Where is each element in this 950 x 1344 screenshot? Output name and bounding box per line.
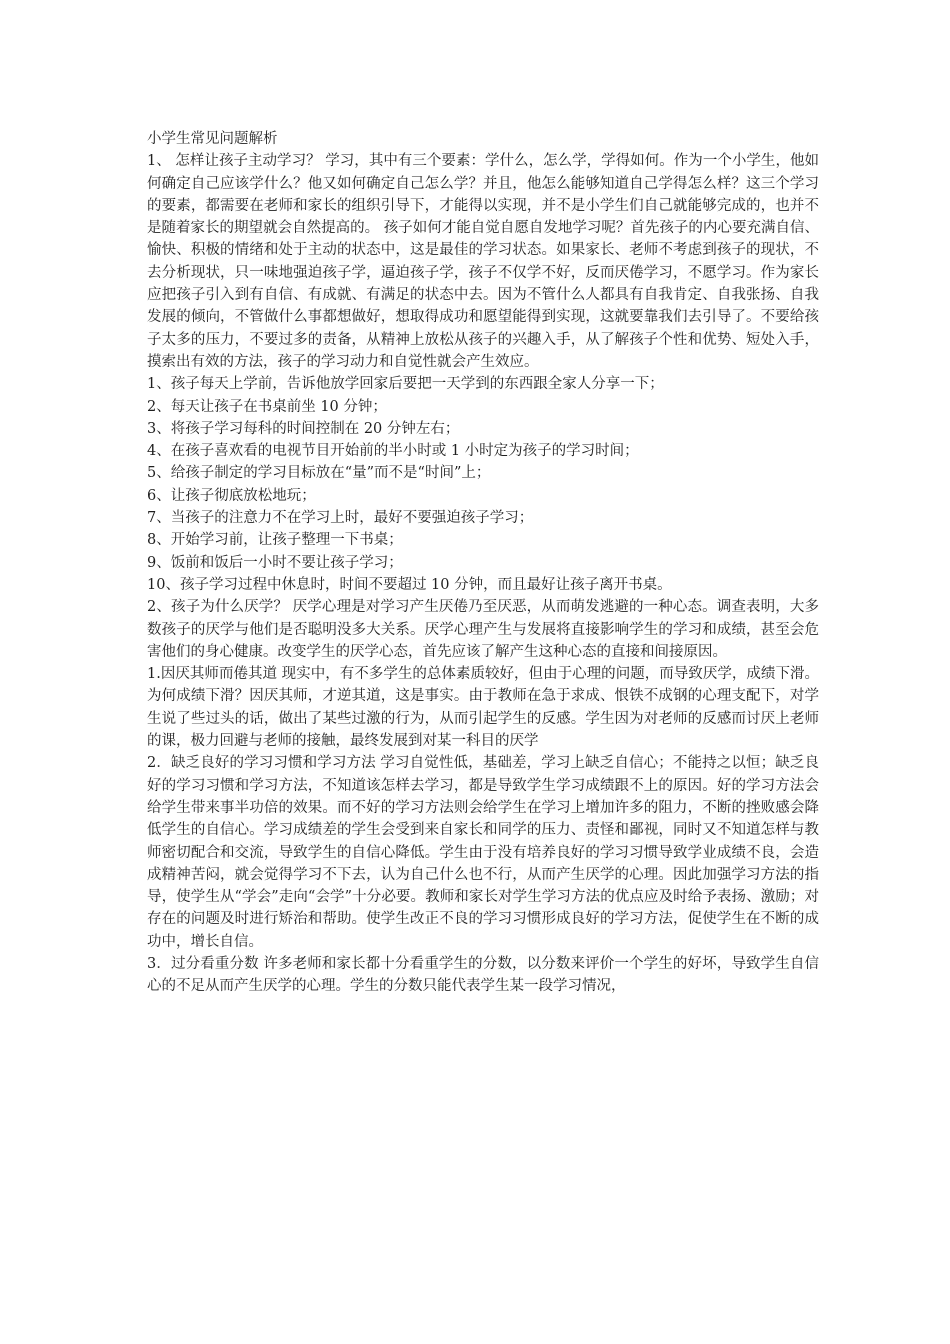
tip-item-1: 1、孩子每天上学前，告诉他放学回家后要把一天学到的东西跟全家人分享一下； (147, 376, 664, 393)
tip-item-6: 6、让孩子彻底放松地玩； (147, 487, 316, 504)
paragraph-reason-2: 2．缺乏良好的学习习惯和学习方法 学习自觉性低，基础差，学习上缺乏自信心；不能持之以恒；缺乏良好的学习习惯和学习方法，不知道该怎样去学习，都是导致学生学习成绩跟不上的原因。好的学习方法会给学生带来事半功倍的效果。而不好的学习方法则会给学生在学习上增加许多的阻力，不断的挫败感会降低学生的自信心。学习成绩差的学生会受到来自家长和同学的压力、责怪和鄙视，同时又不知道怎样与教师密切配合和交流，导致学生的自信心降低。学生由于没有培养良好的学习习惯导致学业成绩不良，会造成精神苦闷，就会觉得学习不下去，认为自己什么也不行，从而产生厌学的心理。因此加强学习方法的指导，使学生从“学会”走向“会学”十分必要。教师和家长对学生学习方法的优点应及时给予表扬、激励；对存在的问题及时进行矫治和帮助。使学生改正不良的学习习惯形成良好的学习方法，促使学生在不断的成功中，增长自信。 (147, 755, 819, 950)
tip-item-2: 2、每天让孩子在书桌前坐 10 分钟； (147, 398, 387, 415)
tip-item-8: 8、开始学习前，让孩子整理一下书桌； (147, 532, 403, 549)
document-page (147, 128, 819, 998)
paragraph-question-2: 2、孩子为什么厌学？ 厌学心理是对学习产生厌倦乃至厌恶，从而萌发逃避的一种心态。调查表明，大多数孩子的厌学与他们是否聪明没多大关系。厌学心理产生与发展将直接影响学生的学习和成绩，甚至会危害他们的身心健康。改变学生的厌学心态，首先应该了解产生这种心态的直接和间接原因。 (147, 599, 819, 660)
tip-item-4: 4、在孩子喜欢看的电视节目开始前的半小时或 1 小时定为孩子的学习时间； (147, 443, 639, 460)
tip-item-3: 3、将孩子学习每科的时间控制在 20 分钟左右； (147, 420, 460, 437)
tip-item-7: 7、当孩子的注意力不在学习上时，最好不要强迫孩子学习； (147, 510, 534, 527)
paragraph-question-1: 1、 怎样让孩子主动学习？ 学习，其中有三个要素：学什么，怎么学，学得如何。作为一个小学生，他如何确定自己应该学什么？他又如何确定自己怎么学？并且，他怎么能够知道自己学得怎么样？这三个学习的要素，都需要在老师和家长的组织引导下，才能得以实现，并不是小学生们自己就能够完成的，也并不是随着家长的期望就会自然提高的。 孩子如何才能自觉自愿自发地学习呢？首先孩子的内心要充满自信、愉快、积极的情绪和处于主动的状态中，这是最佳的学习状态。如果家长、老师不考虑到孩子的现状，不去分析现状，只一味地强迫孩子学，逼迫孩子学，孩子不仅学不好，反而厌倦学习，不愿学习。作为家长应把孩子引入到有自信、有成就、有满足的状态中去。因为不管什么人都具有自我肯定、自我张扬、自我发展的倾向，不管做什么事都想做好，想取得成功和愿望能得到实现，这就要靠我们去引导了。不要给孩子太多的压力，不要过多的责备，从精神上放松从孩子的兴趣入手，从了解孩子个性和优势、短处入手，摸索出有效的方法，孩子的学习动力和自觉性就会产生效应。 (147, 153, 819, 370)
paragraph-reason-3: 3．过分看重分数 许多老师和家长都十分看重学生的分数，以分数来评价一个学生的好坏，导致学生自信心的不足从而产生厌学的心理。学生的分数只能代表学生某一段学习情况， (147, 955, 819, 995)
tip-item-10: 10、孩子学习过程中休息时，时间不要超过 10 分钟，而且最好让孩子离开书桌。 (147, 576, 672, 593)
tip-item-9: 9、饭前和饭后一小时不要让孩子学习； (147, 554, 403, 571)
paragraph-reason-1: 1.因厌其师而倦其道 现实中，有不多学生的总体素质较好，但由于心理的问题，而导致厌学，成绩下滑。为何成绩下滑？因厌其师，才逆其道，这是事实。由于教师在急于求成、恨铁不成钢的心理支配下，对学生说了些过头的话，做出了某些过激的行为，从而引起学生的反感。学生因为对老师的反感而讨厌上老师的课，极力回避与老师的接触，最终发展到对某一科目的厌学 (147, 666, 819, 750)
tip-item-5: 5、给孩子制定的学习目标放在“量”而不是“时间”上； (147, 465, 491, 482)
document-title: 小学生常见问题解析 (147, 131, 278, 147)
